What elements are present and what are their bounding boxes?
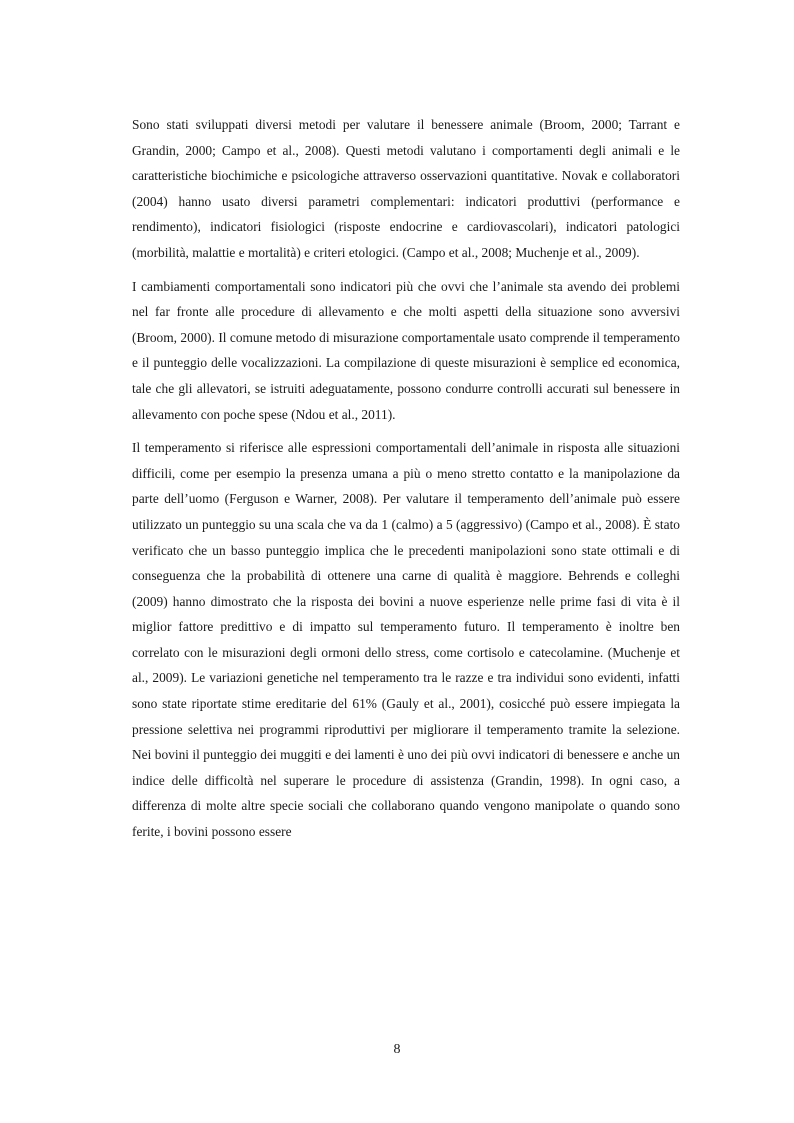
document-page bbox=[132, 112, 680, 853]
paragraph-evaluation-methods: Sono stati sviluppati diversi metodi per valutare il benessere animale (Broom, 2000; Tarrant e Grandin, 2000; Campo et al., 2008). Questi metodi valutano i comportamenti degli animali e le caratteristiche biochimiche e psicologiche attraverso osservazioni quantitative. Novak e collaboratori (2004) hanno usato diversi parametri complementari: indicatori produttivi (performance e rendimento), indicatori fisiologici (risposte endocrine e cardiovascolari), indicatori patologici (morbilità, malattie e mortalità) e criteri etologici. (Campo et al., 2008; Muchenje et al., 2009). bbox=[132, 117, 680, 260]
page-number: 8 bbox=[393, 1042, 401, 1057]
paragraph-temperament: Il temperamento si riferisce alle espressioni comportamentali dell’animale in risposta alle situazioni difficili, come per esempio la presenza umana a più o meno stretto contatto e la manipolazione da parte dell’uomo (Ferguson e Warner, 2008). Per valutare il temperamento dell’animale può essere utilizzato un punteggio su una scala che va da 1 (calmo) a 5 (aggressivo) (Campo et al., 2008). È stato verificato che un basso punteggio implica che le precedenti manipolazioni sono state ottimali e di conseguenza che la probabilità di ottenere una carne di qualità è maggiore. Behrends e colleghi (2009) hanno dimostrato che la risposta dei bovini a nuove esperienze nelle prime fasi di vita è il miglior fattore predittivo e di impatto sul temperamento futuro. Il temperamento è inoltre ben correlato con le misurazioni degli ormoni dello stress, come cortisolo e catecolamine. (Muchenje et al., 2009). Le variazioni genetiche nel temperamento tra le razze e tra individui sono evidenti, infatti sono state riportate stime ereditarie del 61% (Gauly et al., 2001), cosicché può essere impiegata la pressione selettiva nei programmi riproduttivi per migliorare il temperamento tramite la selezione. Nei bovini il punteggio dei muggiti e dei lamenti è uno dei più ovvi indicatori di benessere e anche un indice delle difficoltà nel superare le procedure di assistenza (Grandin, 1998). In ogni caso, a differenza di molte altre specie sociali che collaborano quando vengono manipolate o quando sono ferite, i bovini possono essere bbox=[132, 440, 680, 840]
paragraph-behavioral-changes: I cambiamenti comportamentali sono indicatori più che ovvi che l’animale sta avendo dei problemi nel far fronte alle procedure di allevamento e che molti aspetti della situazione sono avversivi (Broom, 2000). Il comune metodo di misurazione comportamentale usato comprende il temperamento e il punteggio delle vocalizzazioni. La compilazione di queste misurazioni è semplice ed economica, tale che gli allevatori, se istruiti adeguatamente, possono condurre controlli accurati sul benessere in allevamento con poche spese (Ndou et al., 2011). bbox=[132, 278, 680, 422]
